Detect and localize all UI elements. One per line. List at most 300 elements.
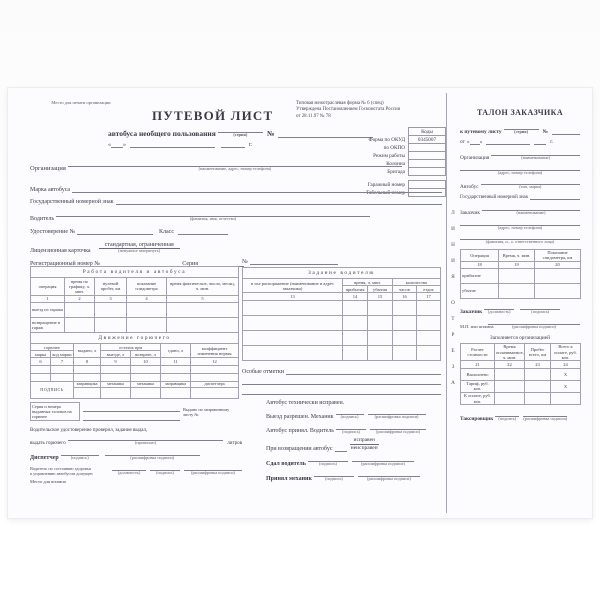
row-label: выезд из гаража — [31, 302, 65, 317]
col-header: время фактическое, число, месяц, ч. мин. — [167, 278, 239, 296]
blank-cell — [167, 302, 239, 317]
col-num: 23 — [525, 361, 551, 368]
col-header: марка — [31, 351, 51, 358]
year-blank — [534, 138, 546, 145]
dispatcher-row — [30, 449, 242, 461]
task-table-num-row — [243, 293, 441, 300]
handed-row — [266, 455, 441, 467]
bus-field — [481, 178, 580, 190]
work-table — [30, 266, 239, 333]
mech-accepted-row — [266, 470, 441, 482]
coupon-op-table — [460, 249, 581, 300]
coupon-date-row — [460, 138, 580, 145]
col-header: убытия — [368, 286, 393, 293]
blank-cell — [161, 388, 191, 399]
sign-hint: (подпись) — [156, 469, 174, 475]
mp-label: М.П. или штампа — [460, 324, 494, 330]
work-mode-label: Режим работы — [373, 152, 405, 159]
cut-letter: И — [451, 226, 455, 232]
number-blank — [552, 128, 580, 135]
task-table-title: Задание водителю — [243, 268, 441, 279]
health-line2: к управлению автобусом допущен — [30, 470, 93, 476]
state-plate-blank — [530, 193, 580, 200]
decode-hint: (расшифровка подписи) — [523, 416, 568, 422]
driver-row — [30, 210, 370, 222]
driver-field — [56, 210, 370, 222]
return-row — [266, 437, 441, 452]
blank-cell — [535, 284, 581, 299]
decode-hint: (расшифровка подписи) — [367, 476, 411, 482]
coupon-calc-table — [460, 343, 581, 405]
col-header: сдано, л — [161, 344, 191, 358]
state-plate-label: Государственный номерной знак — [460, 194, 529, 200]
col-header: Пробег всего, км — [525, 343, 551, 361]
coupon-customer-row — [460, 204, 580, 216]
blank-cell — [535, 269, 581, 284]
col-num: 5 — [167, 295, 239, 302]
handed-line: Сдал водитель — [266, 461, 306, 468]
stamp-note: Место для штампа — [30, 478, 66, 484]
dispatcher-label: Диспетчер — [30, 454, 59, 461]
op-table-header-row — [461, 249, 581, 261]
serviceable-option: исправен — [350, 437, 379, 445]
coupon-title: ТАЛОН ЗАКАЗЧИКА — [476, 108, 564, 117]
blank-cell — [131, 365, 161, 373]
organization-hint: (наименование) — [521, 154, 551, 160]
position-hint: (должность) — [487, 309, 511, 315]
blank-cell — [393, 300, 417, 315]
depart-row — [266, 408, 441, 420]
sign-hint: (подпись) — [342, 428, 360, 434]
organization-label: Организация — [460, 154, 490, 161]
work-table-num-row — [31, 295, 239, 302]
year-suffix: г. — [550, 138, 554, 145]
tech-ok-line: Автобус технически исправен. — [266, 399, 345, 406]
cut-letter: Р — [451, 332, 455, 338]
certificate-row — [30, 228, 228, 235]
fuel-table-title: Движение горючего — [31, 333, 239, 344]
col-num: 17 — [417, 293, 441, 300]
special-notes-label: Особые отметки — [242, 368, 284, 375]
blank-cell — [161, 373, 191, 381]
row-label: убытие — [461, 284, 499, 299]
coupon-customer-addr — [460, 219, 580, 231]
unserviceable-option: неисправен — [350, 445, 378, 452]
organization-hint: (наименование, адрес, номер телефона) — [198, 166, 272, 171]
cut-letter: З — [451, 364, 455, 370]
row-label: К оплате, руб. коп. — [461, 392, 495, 404]
class-label: Класс — [159, 228, 174, 235]
year-suffix: г. — [249, 141, 253, 148]
license-card-field — [99, 242, 180, 254]
blank-cell — [243, 330, 343, 345]
coupon-org-addr — [460, 164, 580, 176]
signer-role: диспетчера — [191, 381, 239, 388]
blank-cell — [495, 368, 525, 380]
license-card-hint: (ненужное зачеркнуть) — [118, 247, 161, 253]
signer-role: заправщика — [74, 381, 101, 388]
col-header: Операция — [461, 249, 499, 261]
organization-field — [491, 149, 580, 161]
series-hint: (серия) — [514, 129, 529, 134]
fuel-table — [30, 332, 239, 399]
customer-signature-field — [520, 303, 560, 315]
col-num: 18 — [461, 261, 499, 268]
blank-cell — [499, 269, 535, 284]
accepted-row — [266, 423, 441, 435]
blank-cell — [525, 380, 551, 392]
address-hint: (адрес, номер телефона) — [497, 169, 543, 175]
waybill-form — [8, 88, 592, 518]
customer-coupon — [460, 108, 580, 422]
blank-cell — [127, 302, 167, 317]
calc-table-row — [461, 392, 581, 404]
taxer-label: Таксировщик — [460, 416, 494, 423]
certificate-blank — [77, 228, 153, 235]
blank-cell — [368, 345, 393, 360]
driver-hint: (фамилия, имя, отчество) — [189, 216, 237, 221]
blank-cell — [525, 368, 551, 380]
cut-letter: О — [451, 300, 455, 306]
blank-cell — [65, 302, 95, 317]
blank-cell — [101, 373, 131, 381]
fuel-table-group-row — [31, 344, 239, 351]
left-fields — [30, 186, 442, 267]
blank-cell — [243, 345, 343, 360]
task-table-row — [243, 315, 441, 330]
year-blank — [221, 141, 245, 148]
cut-letter: И — [451, 258, 455, 264]
col-num: 13 — [243, 293, 343, 300]
blank-cell — [131, 373, 161, 381]
health-label — [30, 466, 112, 476]
approval-line: Типовая межотраслевая форма № 6 (спец) — [296, 101, 384, 106]
work-table-title-row — [31, 267, 239, 278]
blank-cell — [417, 345, 441, 360]
okpo-label: по ОКПО — [383, 144, 405, 151]
col-num: 3 — [95, 295, 127, 302]
rest-group-header: остаток при — [101, 344, 161, 351]
op-table-row — [461, 284, 581, 299]
series-hint: (серия) — [233, 132, 248, 137]
blank-cell — [417, 330, 441, 345]
form-title: ПУТЕВОЙ ЛИСТ — [152, 108, 274, 123]
sign-hint: (подпись) — [325, 476, 343, 482]
health-row — [30, 464, 242, 476]
state-plate-row — [30, 198, 442, 205]
col-num: 2 — [65, 295, 95, 302]
col-num: 11 — [161, 358, 191, 365]
number-blank — [250, 258, 338, 265]
row-label: Выполнено — [461, 368, 495, 380]
blank-cell — [417, 300, 441, 315]
coupon-org-row — [460, 149, 580, 161]
blank-cell — [191, 365, 239, 373]
day-blank — [470, 138, 480, 145]
coupon-person — [460, 233, 580, 245]
blank-cell — [495, 392, 525, 404]
dispatcher-block — [30, 428, 242, 484]
fuel-group-header: горючее — [31, 344, 74, 351]
blank-cell — [74, 365, 101, 373]
from-label: от — [460, 138, 465, 145]
op-table-row — [461, 269, 581, 284]
handed-sign-field — [308, 455, 348, 467]
day-blank — [111, 141, 123, 148]
col-header: код марки — [52, 351, 72, 357]
row-label: прибытие — [461, 269, 499, 284]
health-decode-field — [184, 464, 242, 476]
calc-table-row — [461, 380, 581, 392]
blank-cell — [368, 330, 393, 345]
col-num: 24 — [551, 361, 581, 368]
qty-group-header: количество — [393, 279, 441, 286]
col-header: часов — [393, 286, 417, 293]
blank-cell — [551, 392, 581, 404]
col-num: 8 — [74, 358, 101, 365]
series-label: Серия — [182, 260, 198, 267]
handed-decode-field — [352, 455, 414, 467]
fuel-sheet-label: Выдано по заправочному листу № — [183, 406, 230, 417]
blank-cell — [101, 388, 131, 399]
customer-label: Заказчик — [460, 209, 480, 216]
task-table-group-row — [243, 279, 441, 286]
organization-label: Организация — [30, 164, 66, 172]
col-header: выдано, л — [74, 344, 101, 358]
col-num: 9 — [101, 358, 131, 365]
health-position-field — [112, 464, 146, 476]
col-num: 22 — [495, 361, 525, 368]
blank-line — [242, 375, 441, 385]
position-hint: (должность) — [117, 469, 141, 475]
col-header: коэффициент изменения нормы — [191, 344, 239, 358]
check-line: Водительское удостоверение проверил, задание выдал, — [30, 428, 148, 433]
blank-cell — [51, 365, 74, 373]
bus-label: Автобус — [460, 183, 479, 190]
blank-cell — [393, 345, 417, 360]
time-group-header: время, ч. мин. — [343, 279, 393, 286]
col-num: 14 — [343, 293, 368, 300]
cut-letter: Т — [451, 316, 455, 322]
driver-decode-field — [370, 423, 426, 435]
x-cell: X — [551, 368, 581, 380]
col-num: 16 — [393, 293, 417, 300]
return-line: При возвращении автобус — [266, 446, 333, 453]
fuel-table-title-row — [31, 333, 239, 344]
registration-label: Регистрационный номер № — [30, 260, 100, 267]
license-card-row — [30, 242, 442, 254]
task-table-row — [243, 330, 441, 345]
cut-letter: Л — [451, 210, 455, 216]
license-card-value: стандартная, ограниченная — [99, 242, 180, 249]
col-header: операция — [31, 278, 65, 296]
taxer-sign-field — [495, 410, 519, 422]
col-num: 10 — [131, 358, 161, 365]
driver-sign-field — [336, 423, 366, 435]
license-card-label: Лицензионная карточка — [30, 247, 91, 254]
organization-row — [30, 160, 402, 172]
blank-cell — [74, 388, 101, 399]
fuel-table-num-row — [31, 358, 239, 365]
work-table-row — [31, 302, 239, 317]
sign-hint: (подпись) — [70, 454, 89, 460]
coupon-bus-row — [460, 178, 580, 190]
mp-row — [460, 318, 580, 330]
form-subtitle: автобуса необщего пользования — [108, 128, 216, 138]
dispatcher-sign-field — [61, 449, 99, 461]
state-plate-blank — [116, 198, 442, 205]
bus-brand-blank — [72, 186, 442, 193]
state-plate-label: Государственный номерной знак — [30, 199, 114, 205]
mechanic-signatures — [266, 400, 441, 483]
col-header: возврате, л — [131, 351, 161, 358]
accepted-line: Автобус принял. Водитель — [266, 428, 335, 435]
codes-header: Коды — [408, 127, 446, 136]
blank-cell — [368, 300, 393, 315]
quote-close: » — [123, 141, 126, 148]
sign-hint: (подпись) — [340, 413, 359, 419]
blank-cell — [101, 365, 131, 373]
decode-hint: (расшифровка подписи) — [512, 324, 556, 330]
col-header: показание спидометра — [127, 278, 167, 296]
cut-letter: Я — [451, 274, 455, 280]
cut-letter: А — [451, 380, 455, 386]
address-hint: (адрес, номер телефона) — [497, 224, 543, 230]
brigade-label: Бригада — [387, 168, 405, 175]
sign-hint: (подпись) — [319, 461, 337, 467]
blank-cell — [393, 330, 417, 345]
work-table-header-row — [31, 278, 239, 296]
coupon-waybill-row — [460, 123, 580, 135]
task-table-row — [243, 300, 441, 315]
number-sign: № — [242, 259, 248, 265]
bus-brand-label: Марка автобуса — [30, 187, 71, 193]
mechanic-sign-field — [336, 408, 364, 420]
taxer-decode-field — [523, 410, 567, 422]
blank-cell — [368, 315, 393, 330]
approval-line: от 28.11.97 № 78 — [296, 113, 331, 119]
decode-hint: (расшифровка подписи) — [361, 461, 405, 467]
row-label: Тариф, руб. коп. — [461, 380, 495, 392]
customer-hint: (наименование) — [516, 209, 546, 215]
tab-number-label: Табельный номер — [366, 189, 405, 196]
sign-hint: (подпись) — [498, 416, 517, 422]
blank-cell — [393, 315, 417, 330]
col-num: 15 — [368, 293, 393, 300]
sign-hint: (подпись) — [531, 309, 550, 315]
calc-table-num-row — [461, 361, 581, 368]
signature-label: ПОДПИСЬ — [31, 381, 74, 399]
serviceable-choice — [350, 437, 379, 452]
blank-cell — [191, 373, 239, 381]
class-blank — [178, 228, 228, 235]
blank-line — [83, 403, 180, 412]
op-table-num-row — [461, 261, 581, 268]
cut-line-strip — [446, 93, 459, 513]
brigade-value — [408, 167, 446, 176]
blank-line — [286, 368, 441, 375]
col-header: Время, ч. мин. — [499, 249, 535, 261]
stamp-area-note: Место для печати организации — [51, 100, 111, 105]
blank-cell — [343, 330, 368, 345]
blank-cell — [243, 300, 343, 315]
customer-field — [482, 204, 580, 216]
blank-cell — [417, 315, 441, 330]
col-num: 21 — [461, 361, 495, 368]
issue-fuel-row — [30, 434, 242, 446]
col-header: время по графику, ч. мин. — [65, 278, 95, 296]
task-table-row — [243, 345, 441, 360]
special-notes-row — [242, 368, 441, 375]
to-waybill-label: к путевому листу — [460, 128, 502, 135]
col-num: 12 — [191, 358, 239, 365]
blank-cell — [495, 380, 525, 392]
col-num: 19 — [499, 261, 535, 268]
col-num: 1 — [31, 295, 65, 302]
fuel-table-row — [31, 365, 239, 373]
col-header: Всего к оплате, руб. коп. — [551, 343, 581, 361]
blank-cell — [127, 317, 167, 332]
decode-hint: (расшифровка подписи) — [376, 428, 420, 434]
coupon-plate-row — [460, 193, 580, 200]
col-num: 7 — [51, 358, 74, 365]
decode-hint: (расшифровка подписи) — [374, 413, 419, 419]
words-hint: (прописью) — [134, 440, 157, 445]
quote-close: » — [479, 138, 483, 145]
coupons-label: Серия и номера выданных талонов на горючее — [30, 402, 80, 421]
liters-label: литров — [227, 440, 242, 446]
org-fill-title: Заполняется организацией — [490, 334, 550, 341]
blank-cell — [499, 284, 535, 299]
number-sign: № — [266, 128, 275, 138]
x-cell: X — [551, 380, 581, 392]
okud-value: 0345007 — [408, 135, 446, 144]
fuel-table-row — [31, 373, 239, 381]
blank-cell — [95, 302, 127, 317]
mech-accepted-line: Принял механик — [266, 476, 312, 483]
approval-line: Утверждена Постановлением Госкомстата России — [296, 107, 401, 113]
cut-letter: Е — [451, 348, 455, 354]
col-num: 4 — [127, 295, 167, 302]
blank-cell — [525, 392, 551, 404]
calc-table-header-row — [461, 343, 581, 361]
blank-cell — [31, 373, 51, 381]
blank-cell — [65, 317, 95, 332]
blank-cell — [95, 317, 127, 332]
quote-open: « — [466, 138, 470, 145]
calc-table-row — [461, 368, 581, 380]
col-header: ездок — [417, 286, 441, 293]
middle-column — [242, 258, 441, 482]
customer-sign-label: Заказчик — [460, 309, 483, 316]
bus-brand-row — [30, 186, 442, 193]
blank-cell — [51, 373, 74, 381]
depart-line: Выезд разрешен. Механик — [266, 413, 334, 420]
work-table-title: Работа водителя и автобуса — [31, 267, 239, 278]
bus-hint: (тип, марка) — [519, 183, 542, 189]
col-num: 6 — [31, 358, 51, 365]
blank-cell — [343, 300, 368, 315]
dispatcher-decode-field — [105, 449, 200, 461]
col-num: 20 — [535, 261, 581, 268]
month-blank — [486, 138, 530, 145]
blank-line — [335, 445, 347, 452]
organization-field — [68, 160, 402, 172]
col-header: Расчет стоимости — [461, 343, 495, 361]
mechanic-decode-field — [368, 408, 426, 420]
blank-cell — [243, 315, 343, 330]
quote-open: « — [108, 141, 111, 148]
